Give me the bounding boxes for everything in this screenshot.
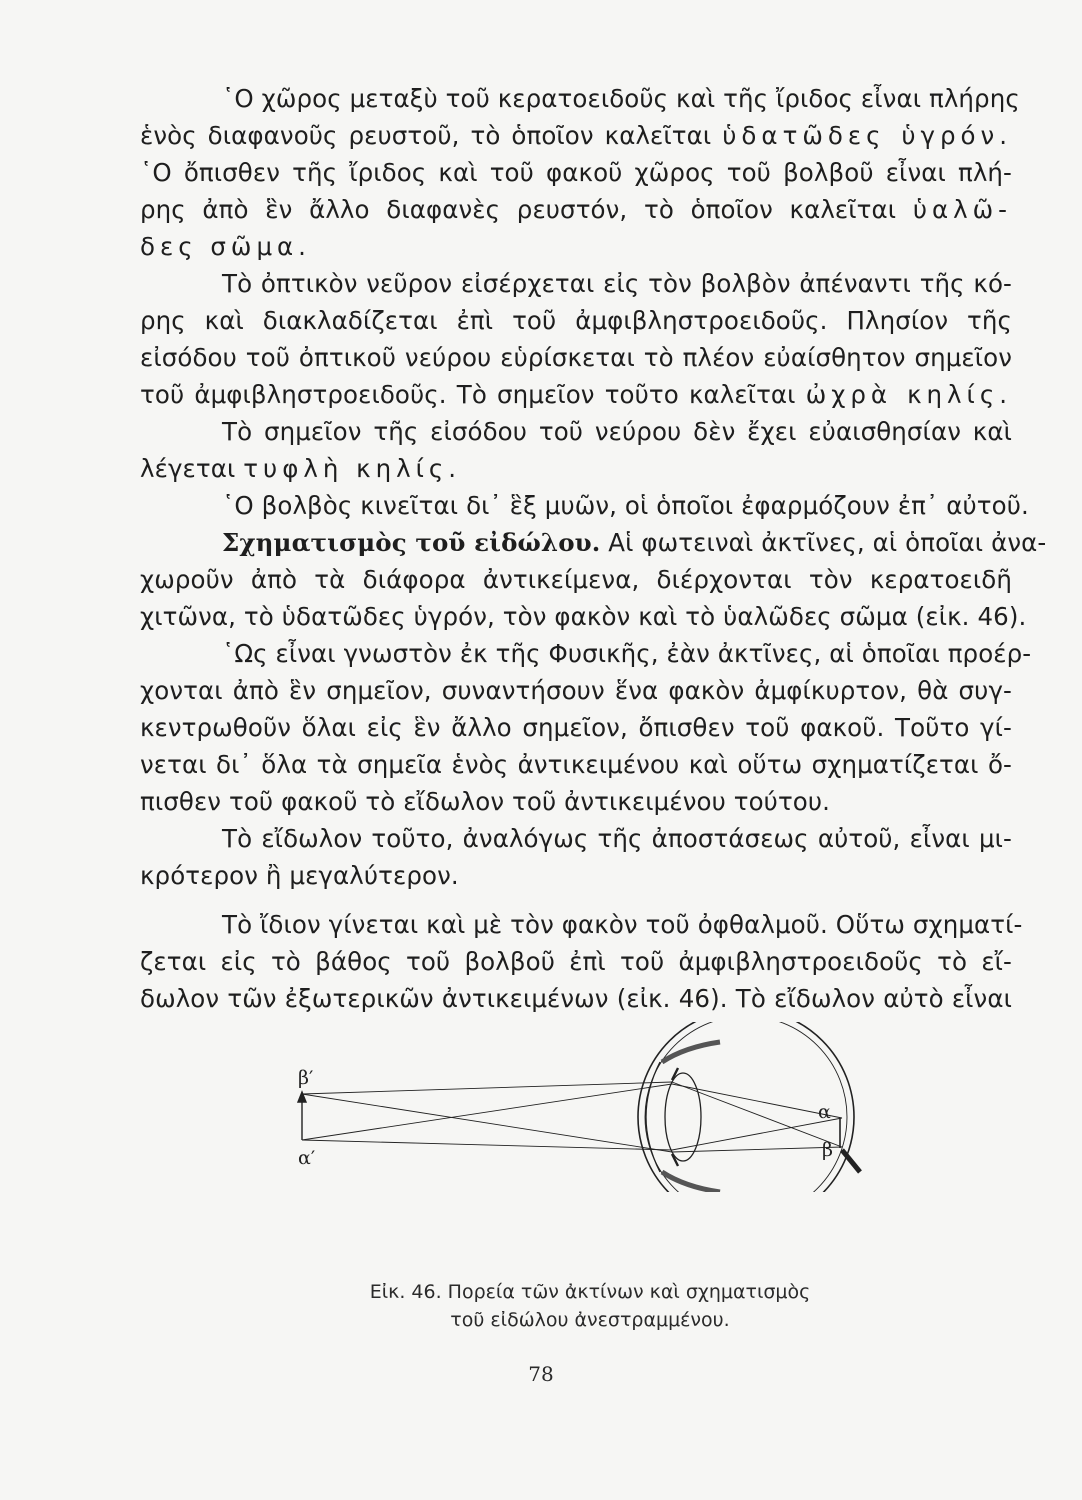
term-spaced: τυφλὴ κηλίς. (243, 454, 462, 483)
label-a: α (818, 1101, 831, 1123)
body-text (140, 80, 1047, 1017)
text-line (140, 228, 1012, 265)
text-span: δωλον τῶν ἐξωτερικῶν ἀντικειμένων (εἰκ. 46). Τὸ εἴδωλον αὐτὸ εἶναι (140, 984, 1012, 1013)
label-a-prime: α′ (298, 1147, 316, 1169)
text-line (140, 561, 1012, 598)
text-line (140, 943, 1012, 980)
text-line (140, 709, 1012, 746)
text-span: ἑνὸς διαφανοῦς ρευστοῦ, τὸ ὁποῖον καλεῖται (140, 121, 723, 150)
text-span: κεντρωθοῦν ὅλαι εἰς ἓν ἄλλο σημεῖον, ὄπισθεν τοῦ φακοῦ. Τοῦτο γί- (140, 713, 1012, 742)
text-line (140, 857, 1012, 894)
text-span: Αἱ φωτειναὶ ἀκτῖνες, αἱ ὁποῖαι ἀνα- (600, 528, 1047, 557)
label-b-prime: β′ (298, 1067, 314, 1089)
text-line (140, 635, 1032, 672)
text-line (140, 820, 1012, 857)
section-heading: Σχηματισμὸς τοῦ εἰδώλου. (222, 528, 601, 557)
term-spaced: ὑδατῶδες ὑγρόν. (722, 121, 1013, 150)
text-span: πισθεν τοῦ φακοῦ τὸ εἴδωλον τοῦ ἀντικειμένου τούτου. (140, 787, 831, 816)
text-span: ρης ἀπὸ ἓν ἄλλο διαφανὲς ρευστόν, τὸ ὁποῖον καλεῖται (140, 195, 913, 224)
eyeball-inner-outline (645, 1022, 847, 1192)
text-span: τοῦ ἀμφιβληστροειδοῦς. Τὸ σημεῖον τοῦτο καλεῖται (140, 380, 806, 409)
text-span: Τὸ εἴδωλον τοῦτο, ἀναλόγως τῆς ἀποστάσεως αὐτοῦ, εἶναι μι- (222, 824, 1012, 853)
page-number: 78 (528, 1362, 554, 1386)
sclera-bottom (662, 1172, 720, 1192)
cornea (646, 1062, 660, 1172)
ray (672, 1084, 842, 1118)
text-line (140, 191, 1012, 228)
text-line (140, 746, 1012, 783)
text-line (140, 598, 1027, 635)
text-line (140, 154, 1012, 191)
text-line (140, 783, 1012, 820)
text-span: ῾Ο ὄπισθεν τῆς ἴριδος καὶ τοῦ φακοῦ χῶρος τοῦ βολβοῦ εἶναι πλή- (140, 158, 1012, 187)
text-span: λέγεται (140, 454, 244, 483)
ray (302, 1140, 672, 1150)
text-line (140, 413, 1012, 450)
caption-line: τοῦ εἰδώλου ἀνεστραμμένου. (450, 1309, 730, 1331)
sclera-top (662, 1042, 720, 1062)
text-line (140, 672, 1012, 709)
text-line (140, 376, 1012, 413)
text-line (140, 524, 1047, 561)
text-span: χωροῦν ἀπὸ τὰ διάφορα ἀντικείμενα, διέρχονται τὸν κερατοειδῆ (140, 565, 1012, 594)
caption-line: Εἰκ. 46. Πορεία τῶν ἀκτίνων καὶ σχηματισμὸς (369, 1281, 811, 1303)
text-line (140, 117, 1012, 154)
ray (672, 1147, 842, 1152)
text-span: νεται δι᾽ ὅλα τὰ σημεῖα ἑνὸς ἀντικειμένου καὶ οὕτω σχηματίζεται ὄ- (140, 750, 1012, 779)
text-span: Τὸ σημεῖον τῆς εἰσόδου τοῦ νεύρου δὲν ἔχει εὐαισθησίαν καὶ (222, 417, 1012, 446)
text-line (140, 339, 1012, 376)
text-line (140, 450, 1012, 487)
text-span: χονται ἀπὸ ἓν σημεῖον, συναντήσουν ἕνα φακὸν ἀμφίκυρτον, θὰ συγ- (140, 676, 1012, 705)
text-span: ῾Ως εἶναι γνωστὸν ἐκ τῆς Φυσικῆς, ἐὰν ἀκτῖνες, αἱ ὁποῖαι προέρ- (222, 639, 1032, 668)
text-line (140, 906, 1023, 943)
text-span: κρότερον ἢ μεγαλύτερον. (140, 861, 459, 890)
ray (672, 1082, 842, 1147)
text-span: εἰσόδου τοῦ ὀπτικοῦ νεύρου εὑρίσκεται τὸ πλέον εὐαίσθητον σημεῖον (140, 343, 1012, 372)
label-b: β (822, 1139, 833, 1161)
text-span: ζεται εἰς τὸ βάθος τοῦ βολβοῦ ἐπὶ τοῦ ἀμφιβληστροειδοῦς τὸ εἴ- (140, 947, 1012, 976)
text-span: Τὸ ὀπτικὸν νεῦρον εἰσέρχεται εἰς τὸν βολβὸν ἀπέναντι τῆς κό- (222, 269, 1012, 298)
term-spaced: ὠχρὰ κηλίς. (805, 380, 1012, 409)
term-spaced: ὑαλῶ- (912, 195, 1012, 224)
term-spaced: δες σῶμα. (140, 232, 311, 261)
text-line (140, 487, 1029, 524)
text-line (140, 80, 1020, 117)
ray (302, 1094, 672, 1152)
figure-caption (270, 1278, 910, 1334)
text-span: ῾Ο βολβὸς κινεῖται δι᾽ ἓξ μυῶν, οἱ ὁποῖοι ἐφαρμόζουν ἐπ᾽ αὐτοῦ. (222, 491, 1029, 520)
text-span: ῾Ο χῶρος μεταξὺ τοῦ κερατοειδοῦς καὶ τῆς ἴριδος εἶναι πλήρης (222, 84, 1020, 113)
eye-ray-diagram (280, 1022, 880, 1192)
text-span: Τὸ ἴδιον γίνεται καὶ μὲ τὸν φακὸν τοῦ ὀφθαλμοῦ. Οὕτω σχηματί- (222, 910, 1023, 939)
text-line (140, 980, 1012, 1017)
ray (672, 1118, 842, 1150)
text-span: ρης καὶ διακλαδίζεται ἐπὶ τοῦ ἀμφιβληστροειδοῦς. Πλησίον τῆς (140, 306, 1012, 335)
text-span: χιτῶνα, τὸ ὑδατῶδες ὑγρόν, τὸν φακὸν καὶ τὸ ὑαλῶδες σῶμα (εἰκ. 46). (140, 602, 1027, 631)
text-line (140, 265, 1012, 302)
text-line (140, 302, 1012, 339)
